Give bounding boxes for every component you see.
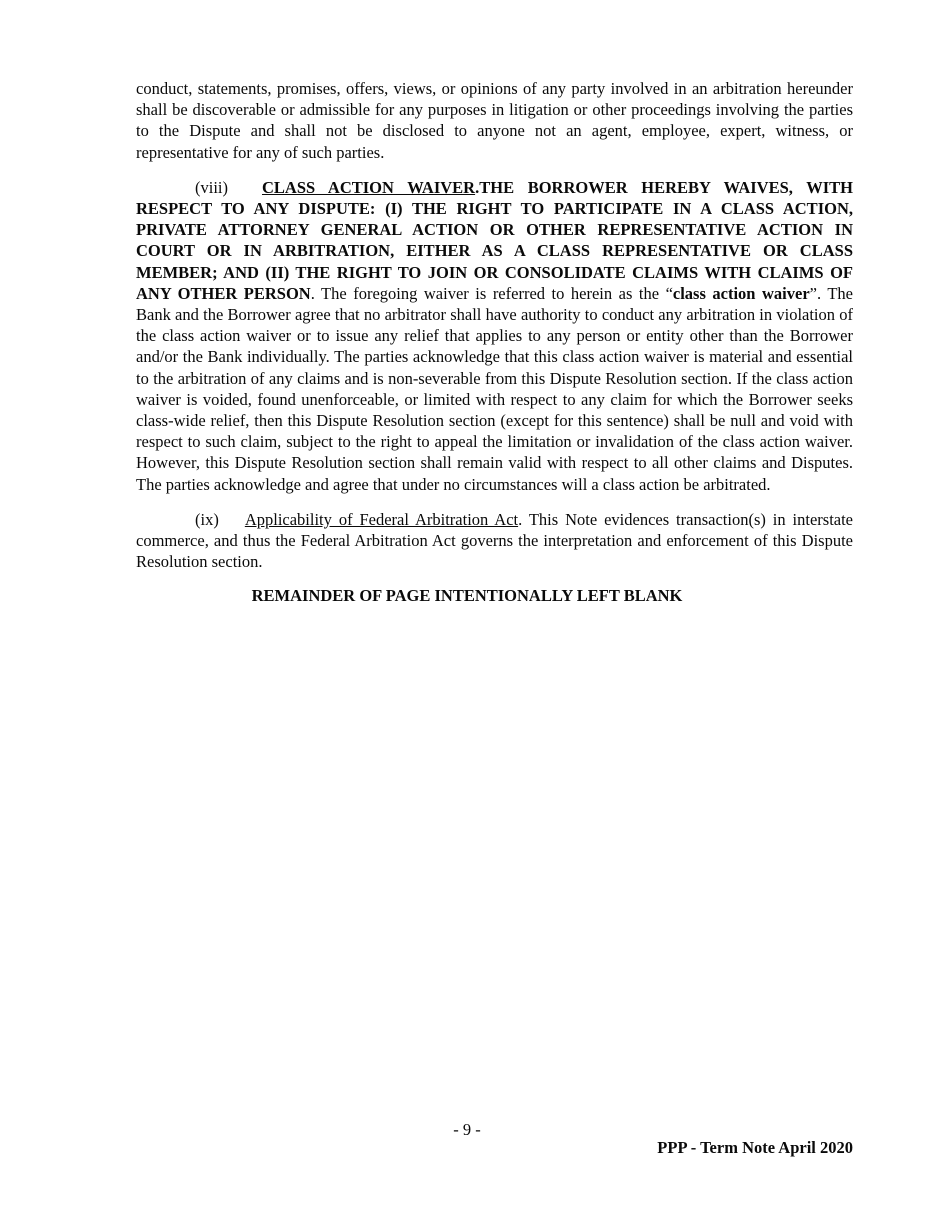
paragraph-tail-text: ”. The Bank and the Borrower agree that no arbitrator shall have authority to conduct any arbitration in violation of the class action waiver or to issue any relief that applies to any person or entity other than the Borrower and/or the Bank individually. The parties acknowledge that this class action waiver is material and essential to the arbitration of any claims and is non-severable from this Dispute Resolution section. If the class action waiver is voided, found unenforceable, or limited with respect to any claim for which the Borrower seeks class-wide relief, then this Dispute Resolution section (except for this sentence) shall be null and void with respect to such claim, subject to the right to appeal the limitation or invalidation of the class action waiver. However, this Dispute Resolution section shall remain valid with respect to all other claims and Disputes. The parties acknowledge and agree that under no circumstances will a class action be arbitrated. [136, 283, 853, 494]
clause-number: (ix) [195, 509, 219, 529]
heading-period: . [475, 177, 480, 197]
paragraph-class-action-waiver [136, 177, 853, 495]
clause-heading: Applicability of Federal Arbitration Act [244, 509, 519, 529]
waiver-caps-text: THE BORROWER HEREBY WAIVES, WITH RESPECT TO ANY DISPUTE: (I) THE RIGHT TO PARTICIPATE IN A CLASS ACTION, PRIVATE ATTORNEY GENERAL ACTION OR OTHER REPRESENTATIVE ACTION IN COURT OR IN ARBITRATION, EITHER AS A CLASS REPRESENTATIVE OR CLASS MEMBER; AND (II) THE RIGHT TO JOIN OR CONSOLIDATE CLAIMS WITH CLAIMS OF ANY OTHER PERSON [136, 177, 853, 303]
quoted-defined-term: class action waiver [672, 283, 810, 303]
page-number: - 9 - [453, 1120, 481, 1139]
paragraph-federal-arbitration-act [136, 509, 853, 573]
clause-heading: CLASS ACTION WAIVER [262, 177, 476, 197]
remainder-of-page-notice: REMAINDER OF PAGE INTENTIONALLY LEFT BLANK [251, 586, 683, 605]
paragraph-tail-text: . This Note evidences transaction(s) in interstate commerce, and thus the Federal Arbitration Act governs the interpretation and enforcement of this Dispute Resolution section. [136, 509, 854, 572]
clause-number: (viii) [195, 177, 228, 197]
after-caps-text: . The foregoing waiver is referred to herein as the “ [310, 283, 673, 303]
document-footer-label: PPP - Term Note April 2020 [657, 1138, 853, 1157]
paragraph-arbitration-confidentiality [136, 78, 853, 163]
document-body [136, 78, 853, 572]
paragraph-text: conduct, statements, promises, offers, views, or opinions of any party involved in an arbitration hereunder shall be discoverable or admissible for any purposes in litigation or other proceedings involving the parties to the Dispute and shall not be disclosed to anyone not an agent, employee, expert, witness, or representative for any of such parties. [136, 79, 853, 162]
